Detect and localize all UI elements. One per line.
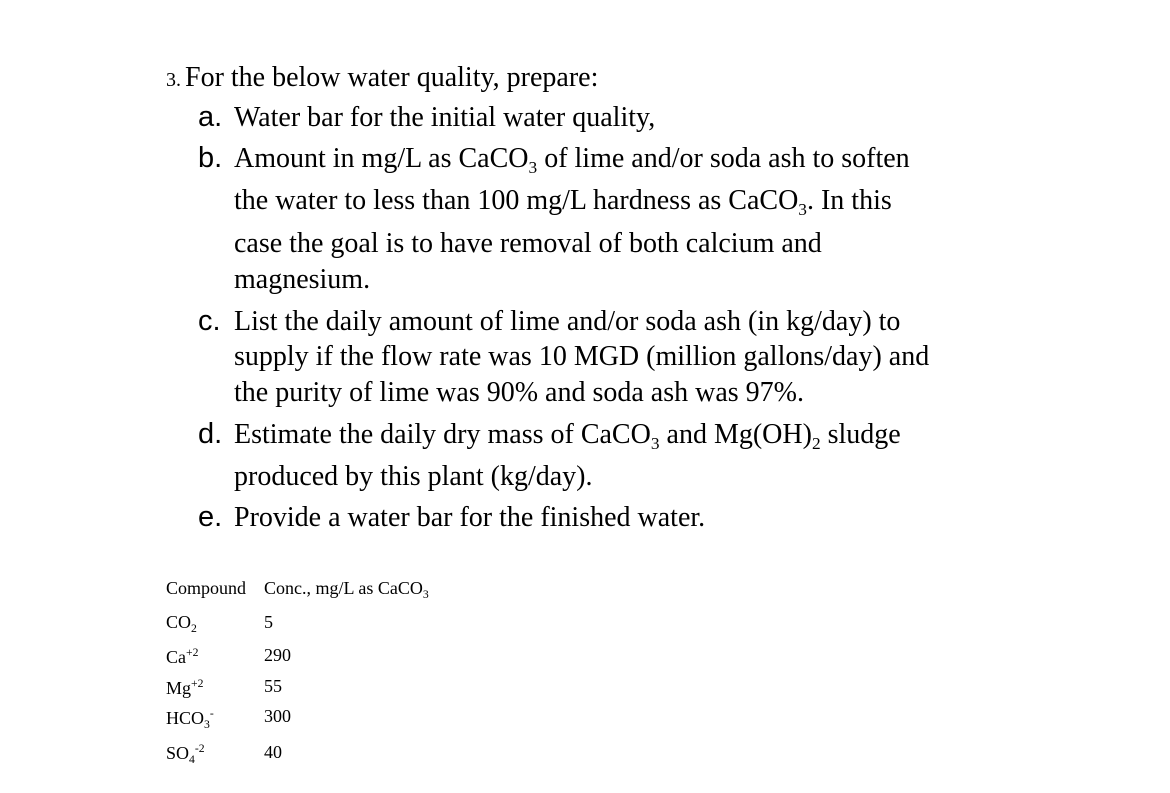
table-row-value: 55 (264, 676, 282, 696)
question-header (166, 62, 598, 94)
item-b-line-1: Amount in mg/L as CaCO$_3$ of lime and/or soda ash to soften (234, 143, 910, 178)
item-b-line-2: the water to less than 100 mg/L hardness as CaCO$_3$. In this (234, 185, 892, 220)
item-c-line-1: List the daily amount of lime and/or soda ash (in kg/day) to (234, 306, 901, 337)
item-a-label: a. (198, 101, 223, 133)
question-intro: For the below water quality, prepare: (185, 62, 599, 93)
table-row-value: 40 (264, 742, 282, 762)
table-row-compound: $Ca^{+2}$ (166, 645, 199, 667)
table-row-value: 300 (264, 706, 291, 726)
item-b-line-4: magnesium. (234, 264, 371, 295)
table-row-compound: $CO_2$ (166, 612, 197, 636)
item-d-line-1: Estimate the daily dry mass of CaCO$_3$ and $Mg(OH)_2$ sludge (234, 419, 901, 454)
table-row-compound: $HCO_3^-$ (166, 706, 214, 732)
table-row-value: 5 (264, 612, 273, 632)
table-header-concentration: Conc., mg/L as CaCO$_3$ (264, 578, 429, 602)
item-d-line-2: produced by this plant (kg/day). (234, 461, 593, 492)
item-b-line-3: case the goal is to have removal of both calcium and (234, 228, 822, 259)
table-row-compound: $Mg^{+2}$ (166, 676, 204, 698)
table-header-compound: Compound (166, 578, 247, 598)
item-d-label: d. (198, 418, 223, 450)
question-number: 3. (166, 69, 181, 91)
item-e-label: e. (198, 501, 223, 533)
item-c-label: c. (198, 305, 221, 337)
item-e-line-1: Provide a water bar for the finished water. (234, 502, 706, 533)
table-row-compound: $SO_4^{-2}$ (166, 741, 205, 767)
item-c-line-2: supply if the flow rate was 10 MGD (million gallons/day) and (234, 341, 930, 372)
table-row-value: 290 (264, 645, 291, 665)
item-a-line-1: Water bar for the initial water quality, (234, 102, 656, 133)
item-c-line-3: the purity of lime was 90% and soda ash was 97%. (234, 377, 804, 408)
item-b-label: b. (198, 142, 223, 174)
